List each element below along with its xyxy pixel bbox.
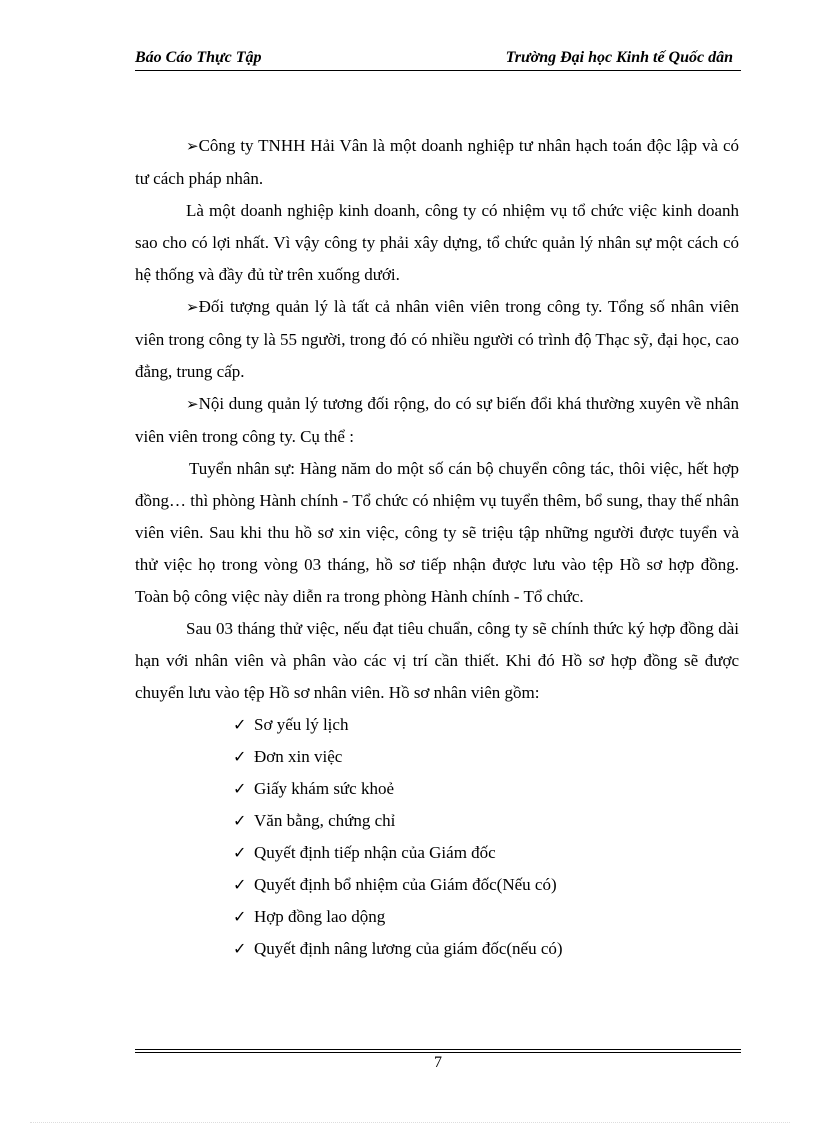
paragraph-text: Đối tượng quản lý là tất cả nhân viên viên trong công ty. Tổng số nhân viên viên trong công ty là 55 người, trong đó có nhiều người có trình độ Thạc sỹ, đại học, cao đẳng, trung cấp.	[135, 297, 739, 381]
paragraph-management-content	[135, 388, 739, 453]
checkmark-icon: ✓	[233, 909, 247, 926]
header-report-title: Báo Cáo Thực Tập	[135, 49, 262, 66]
footer-rule-bottom	[135, 1052, 741, 1053]
header-university-name: Trường Đại học Kinh tế Quốc dân	[505, 49, 733, 66]
list-item: ✓ Giấy khám sức khoẻ	[233, 773, 739, 805]
checkmark-icon: ✓	[233, 749, 247, 766]
checkmark-icon: ✓	[233, 717, 247, 734]
list-item: ✓ Quyết định tiếp nhận của Giám đốc	[233, 837, 739, 869]
document-body	[135, 130, 739, 965]
list-item: ✓ Quyết định bổ nhiệm của Giám đốc(Nếu có)	[233, 869, 739, 901]
arrowhead-bullet-icon: ➢	[186, 300, 199, 316]
list-item: ✓ Sơ yếu lý lịch	[233, 709, 739, 741]
paragraph-business-duty: Là một doanh nghiệp kinh doanh, công ty có nhiệm vụ tổ chức việc kinh doanh sao cho có lợi nhất. Vì vậy công ty phải xây dựng, tổ chức quản lý nhân sự một cách có hệ thống và đầy đủ từ trên xuống dưới.	[135, 201, 739, 284]
arrowhead-bullet-icon: ➢	[186, 139, 199, 155]
checkmark-icon: ✓	[233, 877, 247, 894]
checkmark-icon: ✓	[233, 781, 247, 798]
checkmark-icon: ✓	[233, 941, 247, 958]
checkmark-icon: ✓	[233, 813, 247, 830]
paragraph-company-intro	[135, 130, 739, 195]
header-rule	[135, 70, 741, 71]
list-item: ✓ Hợp đồng lao dộng	[233, 901, 739, 933]
paragraph-probation: Sau 03 tháng thử việc, nếu đạt tiêu chuẩn, công ty sẽ chính thức ký hợp đồng dài hạn với nhân viên và phân vào các vị trí cần thiết. Khi đó Hồ sơ hợp đồng sẽ được chuyển lưu vào tệp Hồ sơ nhân viên. Hồ sơ nhân viên gồm:	[135, 619, 739, 702]
list-item: ✓ Văn bằng, chứng chỉ	[233, 805, 739, 837]
list-item: ✓ Đơn xin việc	[233, 741, 739, 773]
paragraph-staff-scope	[135, 291, 739, 388]
page-header	[135, 46, 739, 70]
footer-rule-top	[135, 1049, 741, 1050]
paragraph-text: Công ty TNHH Hải Vân là một doanh nghiệp tư nhân hạch toán độc lập và có tư cách pháp nhân.	[135, 136, 739, 188]
checkmark-icon: ✓	[233, 845, 247, 862]
paragraph-text: Nội dung quản lý tương đối rộng, do có sự biến đổi khá thường xuyên về nhân viên viên trong công ty. Cụ thể :	[135, 394, 739, 446]
paragraph-recruitment: Tuyển nhân sự: Hàng năm do một số cán bộ chuyển công tác, thôi việc, hết hợp đồng… thì phòng Hành chính - Tổ chức có nhiệm vụ tuyển thêm, bổ sung, thay thế nhân viên viên. Sau khi thu hồ sơ xin việc, công ty sẽ triệu tập những người được tuyển và thử việc họ trong vòng 03 tháng, hồ sơ tiếp nhận được lưu vào tệp Hồ sơ hợp đồng. Toàn bộ công việc này diễn ra trong phòng Hành chính - Tổ chức.	[135, 459, 739, 606]
page-number: 7	[434, 1054, 442, 1071]
arrowhead-bullet-icon: ➢	[186, 397, 199, 413]
personnel-file-checklist	[135, 709, 739, 965]
list-item: ✓ Quyết định nâng lương của giám đốc(nếu có)	[233, 933, 739, 965]
